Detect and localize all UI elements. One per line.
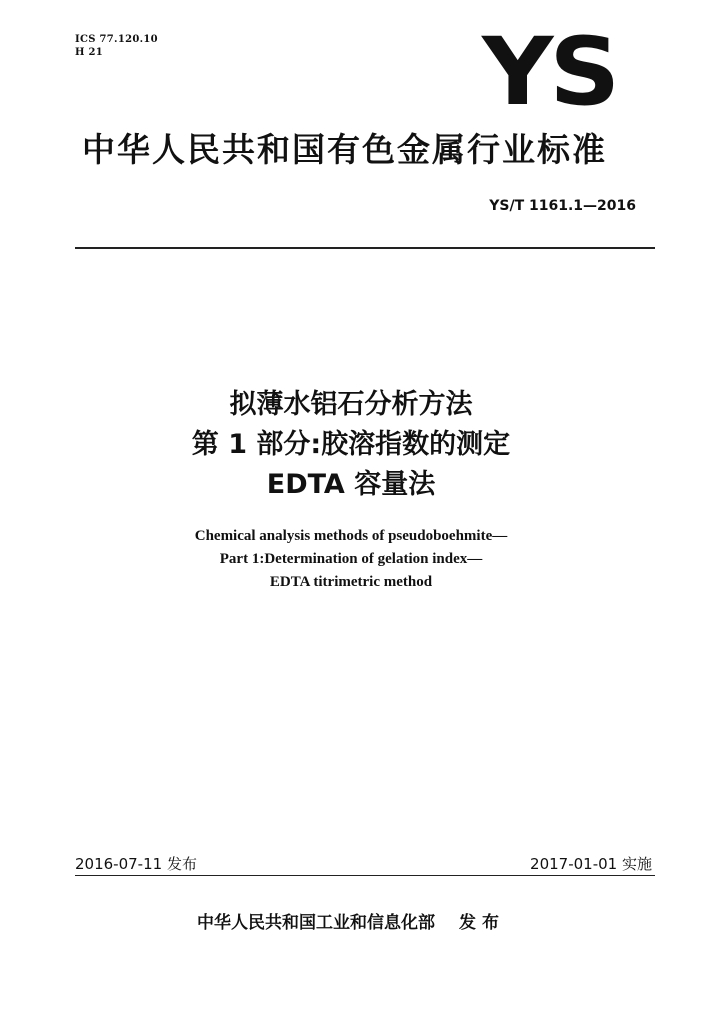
implementation-date: 2017-01-01 实施 xyxy=(530,855,652,873)
ics-code: ICS 77.120.10 xyxy=(75,34,158,45)
english-title xyxy=(0,525,702,594)
chinese-title-line-2: 第 1 部分:胶溶指数的测定 xyxy=(191,429,511,460)
standard-number: YS/T 1161.1—2016 xyxy=(489,198,636,214)
publisher-name: 中华人民共和国工业和信息化部 xyxy=(197,913,435,933)
footer-divider xyxy=(75,875,655,876)
ys-logo: YS xyxy=(482,18,617,127)
english-title-line-2: Part 1:Determination of gelation index— xyxy=(219,551,483,567)
publisher-line xyxy=(0,908,702,933)
classification-codes xyxy=(75,33,158,59)
issue-date: 2016-07-11 发布 xyxy=(75,855,197,873)
chinese-title xyxy=(0,385,702,505)
english-title-line-1: Chemical analysis methods of pseudoboehmite— xyxy=(194,528,508,544)
category-code: H 21 xyxy=(75,47,104,58)
header-divider xyxy=(75,247,655,249)
chinese-title-line-1: 拟薄水铝石分析方法 xyxy=(229,389,473,420)
chinese-title-line-3: EDTA 容量法 xyxy=(266,469,436,500)
industry-standard-title: 中华人民共和国有色金属行业标准 xyxy=(82,130,607,169)
publisher-role: 发布 xyxy=(459,913,505,933)
english-title-line-3: EDTA titrimetric method xyxy=(269,574,433,590)
